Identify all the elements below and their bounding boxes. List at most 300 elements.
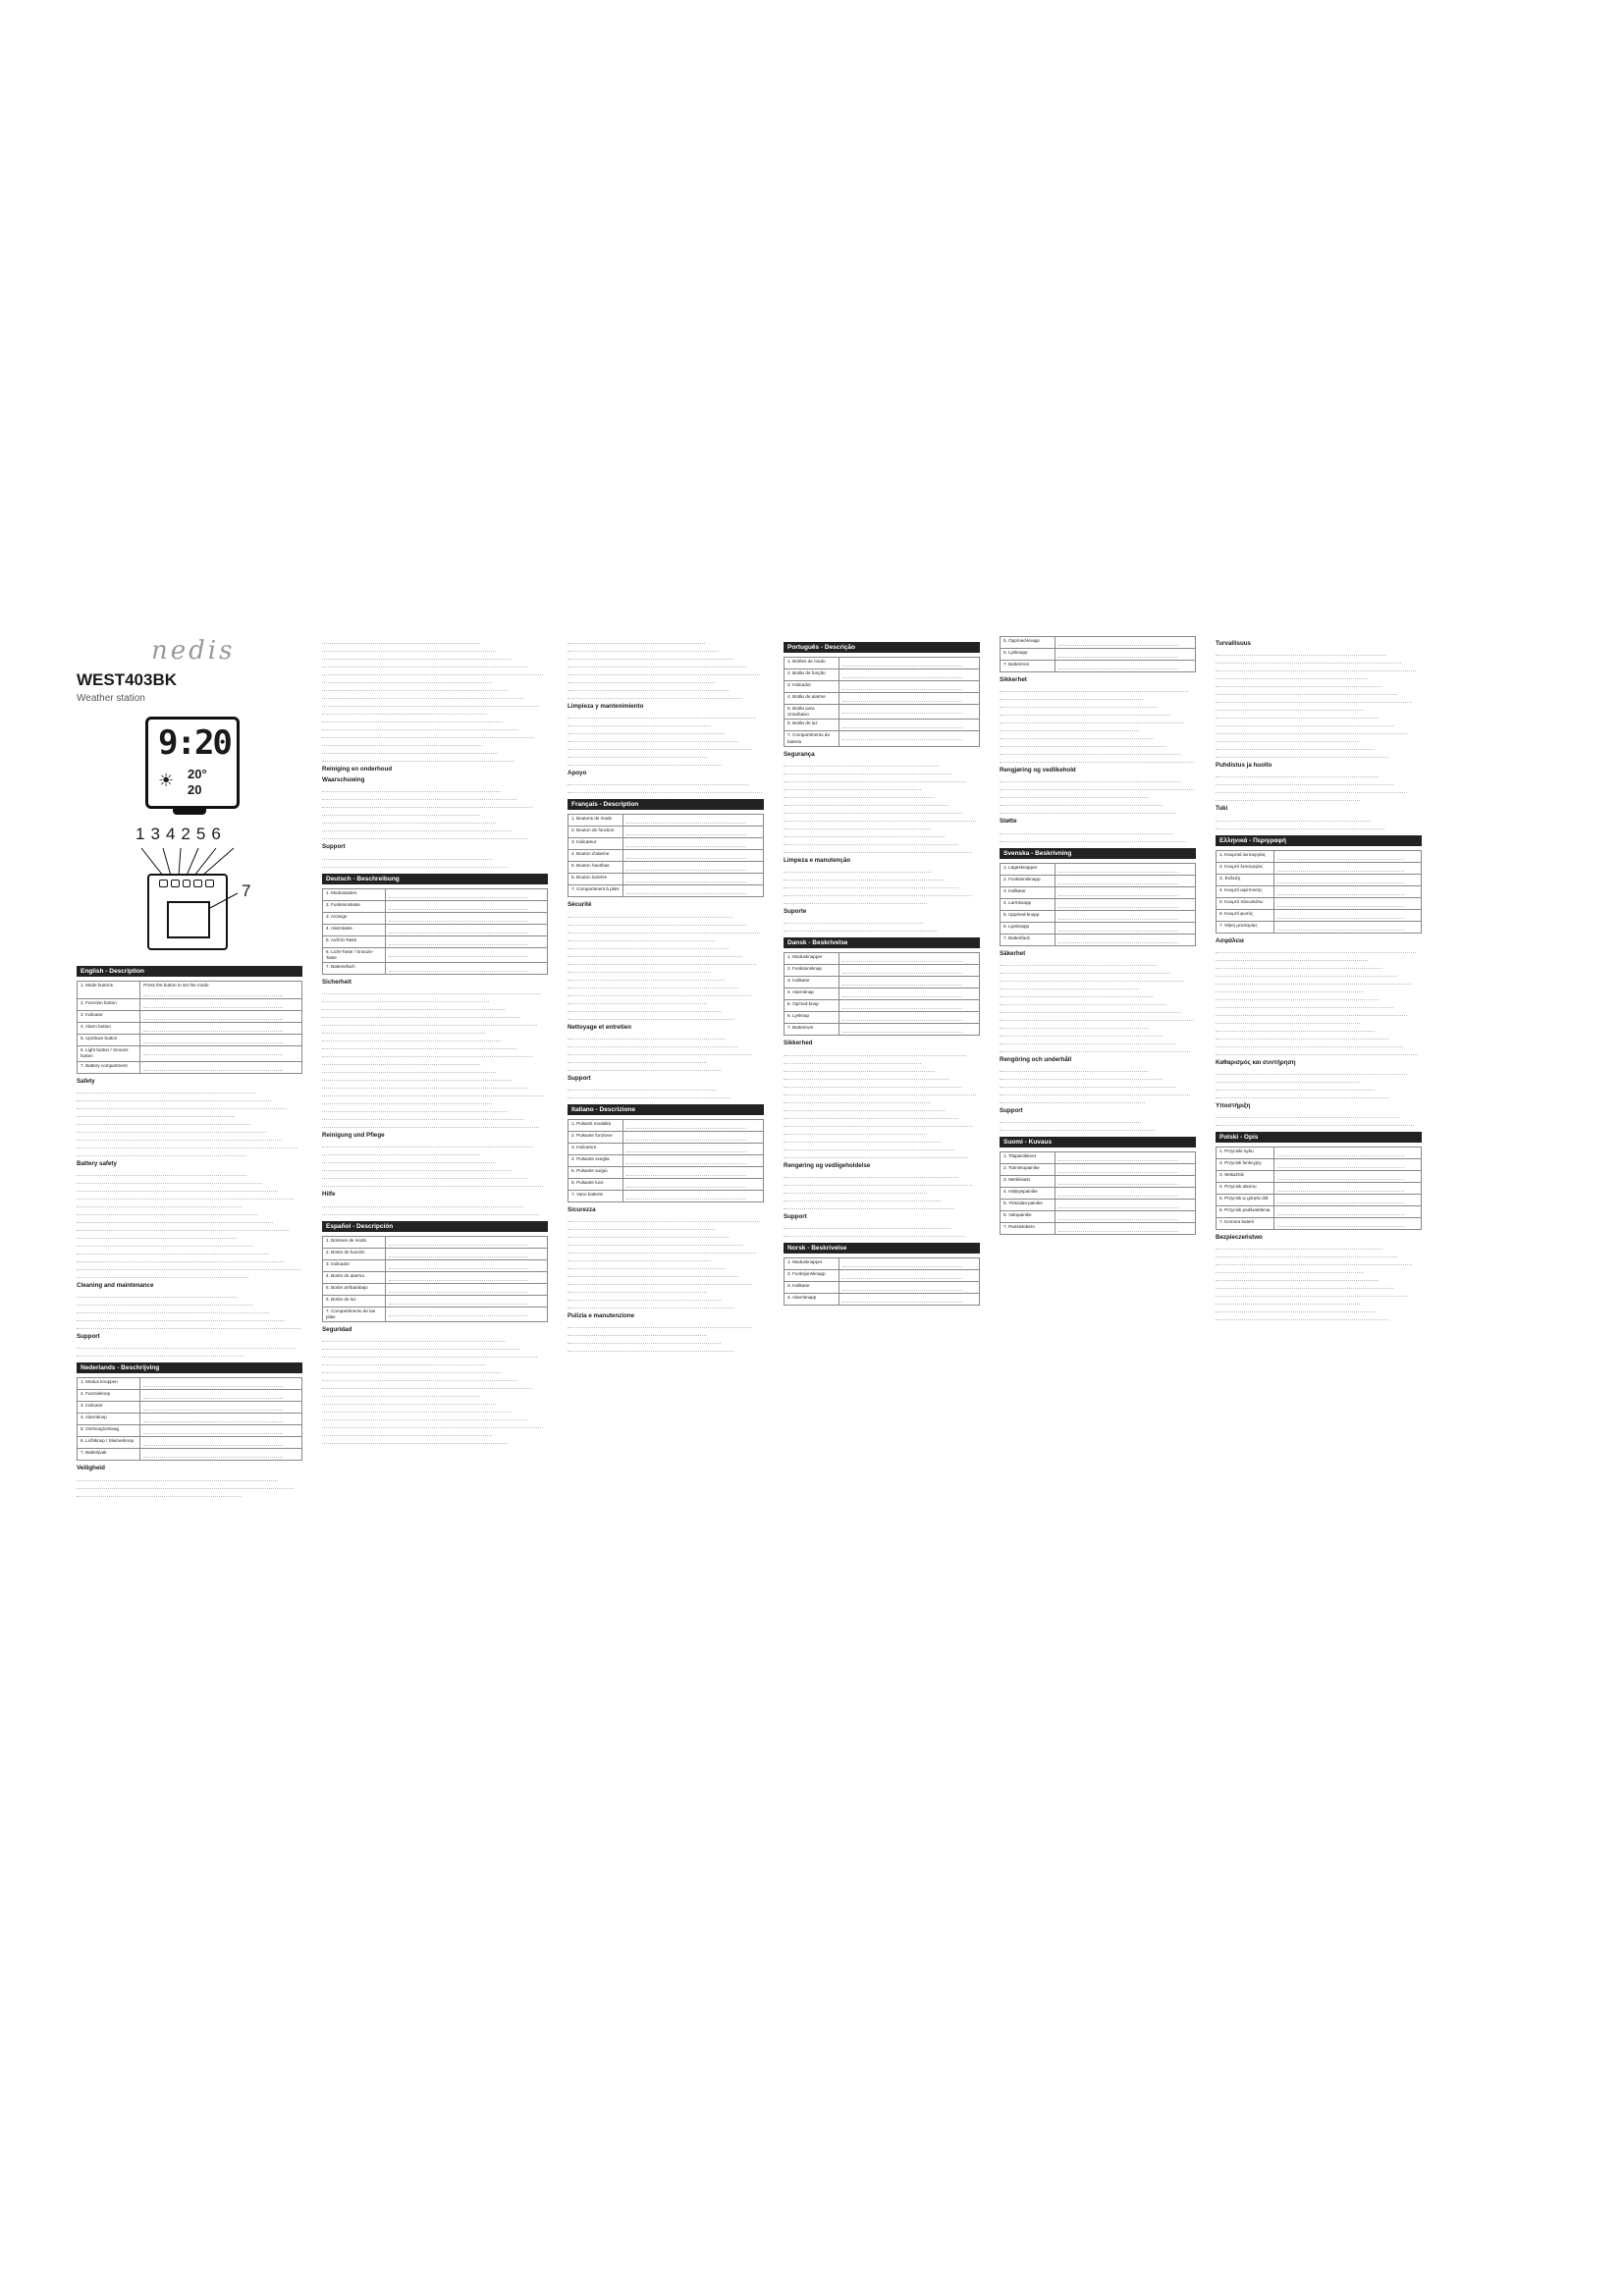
table-row xyxy=(1001,1164,1196,1176)
table-key: 2. Bouton de fonction xyxy=(568,827,623,838)
text-line xyxy=(568,1064,721,1071)
text-line xyxy=(784,897,927,904)
language-heading: Dansk - Beskrivelse xyxy=(784,937,980,948)
language-heading: Deutsch - Beschreibung xyxy=(322,874,548,884)
section-heading: Καθαρισμός και συντήρηση xyxy=(1216,1058,1296,1066)
text-line xyxy=(322,1148,480,1155)
text-line xyxy=(784,1230,964,1237)
table-value xyxy=(623,885,763,897)
text-line xyxy=(1216,1298,1360,1305)
text-line xyxy=(1216,1001,1393,1008)
table-key: 4. Alarmtaste xyxy=(323,924,386,935)
table-row xyxy=(785,658,980,669)
table-row xyxy=(78,1402,302,1414)
table-row xyxy=(323,1248,548,1259)
text-line xyxy=(1216,993,1379,1000)
text-line xyxy=(1000,709,1170,716)
text-line xyxy=(1000,1124,1155,1131)
table-row xyxy=(785,977,980,988)
device-temp xyxy=(188,767,207,781)
text-line xyxy=(568,966,711,973)
text-line xyxy=(1000,1073,1163,1080)
text-line xyxy=(322,1042,516,1049)
table-key: 7. Batterifack xyxy=(1001,934,1056,945)
spec-table xyxy=(322,888,548,975)
table-row xyxy=(78,1046,302,1061)
text-line xyxy=(784,1171,958,1178)
table-key: 3. Indicator xyxy=(78,1402,140,1414)
text-line xyxy=(77,1110,235,1117)
text-line xyxy=(322,1421,543,1428)
text-line xyxy=(322,1406,512,1413)
text-line xyxy=(568,684,729,691)
section-heading: Suporte xyxy=(784,908,807,916)
spec-table xyxy=(1000,1151,1196,1235)
section-heading: Sikkerhed xyxy=(784,1040,813,1047)
table-row xyxy=(78,1390,302,1402)
table-row xyxy=(1217,1206,1422,1218)
callout-7: 7 xyxy=(242,881,251,900)
table-key: 1. Pulsanti modalità xyxy=(568,1120,623,1132)
table-row xyxy=(1217,850,1422,862)
text-line xyxy=(568,1223,715,1230)
table-key: 3. Indicateur xyxy=(568,838,623,850)
text-line xyxy=(784,1120,972,1127)
table-value xyxy=(386,1236,548,1248)
text-line xyxy=(322,716,503,722)
table-key: 2. Funktionsknap xyxy=(785,965,839,977)
table-value xyxy=(839,965,979,977)
table-row xyxy=(323,900,548,912)
table-value xyxy=(1273,850,1421,862)
text-line xyxy=(784,1073,948,1080)
table-value xyxy=(839,953,979,965)
table-value xyxy=(140,999,302,1011)
text-line xyxy=(568,1231,729,1238)
text-line xyxy=(1000,701,1157,708)
text-line xyxy=(1000,783,1194,790)
text-line xyxy=(1216,954,1368,961)
table-key: 5. Omhoog/omlaag xyxy=(78,1425,140,1437)
text-line xyxy=(77,1134,282,1141)
table-value xyxy=(140,1425,302,1437)
text-line xyxy=(784,815,976,822)
table-key: 5. Botão para cima/baixo xyxy=(785,705,839,720)
table-value xyxy=(1055,1188,1195,1200)
text-line xyxy=(568,1321,752,1328)
text-line xyxy=(77,1208,257,1215)
text-line xyxy=(77,1263,300,1270)
text-line xyxy=(784,889,972,896)
text-line xyxy=(1000,685,1188,692)
table-row xyxy=(78,1425,302,1437)
text-line xyxy=(322,1121,539,1128)
text-line xyxy=(784,1151,968,1158)
table-key: 2. Toimintopainike xyxy=(1001,1164,1056,1176)
text-line xyxy=(1000,959,1157,966)
spec-table xyxy=(1216,850,1422,934)
language-heading: Français - Description xyxy=(568,799,764,810)
text-line xyxy=(322,1050,532,1057)
section-heading: Reiniging en onderhoud xyxy=(322,766,393,773)
table-value xyxy=(1273,1195,1421,1206)
table-row xyxy=(323,1236,548,1248)
table-key: 3. Indicatore xyxy=(568,1144,623,1155)
table-key: 4. Bouton d'alarme xyxy=(568,850,623,862)
table-row xyxy=(1001,1223,1196,1235)
weather-sun-icon: ☀ xyxy=(158,771,175,790)
text-line xyxy=(322,1105,508,1112)
text-line xyxy=(784,917,923,924)
text-line xyxy=(1216,1243,1382,1250)
table-row xyxy=(568,1155,764,1167)
table-row xyxy=(785,705,980,720)
column-2 xyxy=(322,636,548,1445)
table-value xyxy=(623,874,763,885)
spec-table xyxy=(1000,636,1196,672)
text-line xyxy=(568,727,725,734)
table-key: 3. Indicador xyxy=(323,1259,386,1271)
section-heading: Support xyxy=(784,1212,807,1220)
table-key: 4. Przycisk alarmu xyxy=(1217,1183,1274,1195)
text-line xyxy=(322,1011,520,1018)
callout-3: 3 xyxy=(150,825,166,843)
text-line xyxy=(77,1201,242,1207)
table-key: 7. Compartimento da bateria xyxy=(785,731,839,746)
table-row xyxy=(323,963,548,975)
table-value xyxy=(1055,1164,1195,1176)
table-value xyxy=(839,1000,979,1012)
text-line xyxy=(1216,704,1364,711)
text-line xyxy=(568,1247,756,1254)
table-key: 5. Upp/ned-knapp xyxy=(1001,910,1056,922)
section-heading: Støtte xyxy=(1000,818,1017,826)
text-line xyxy=(322,1172,527,1179)
table-row xyxy=(323,1283,548,1295)
text-line xyxy=(568,1345,734,1352)
table-row xyxy=(1001,1211,1196,1223)
language-heading: Ελληνικά - Περιγραφή xyxy=(1216,835,1422,846)
table-key: 7. Θήκη μπαταρίας xyxy=(1217,921,1274,933)
text-line xyxy=(322,1164,512,1171)
table-key: 2. Funktionsknapp xyxy=(1001,875,1056,886)
text-line xyxy=(322,853,492,860)
table-key: 6. Lysknapp xyxy=(1001,649,1056,661)
text-line xyxy=(1000,791,1149,798)
table-row xyxy=(785,681,980,693)
table-row xyxy=(568,850,764,862)
product-subtitle: Weather station xyxy=(77,693,145,704)
table-key: 3. Wskaźnik xyxy=(1217,1171,1274,1183)
text-line xyxy=(1216,720,1393,726)
section-heading: Sicurezza xyxy=(568,1206,596,1214)
section-heading: Turvallisuus xyxy=(1216,640,1251,647)
table-row xyxy=(568,1132,764,1144)
text-line xyxy=(568,1033,725,1040)
callout-diagram xyxy=(130,825,287,962)
table-value xyxy=(623,1132,763,1144)
text-line xyxy=(568,1239,742,1246)
table-key: 1. Lägesknappar xyxy=(1001,863,1056,875)
text-line xyxy=(784,830,945,837)
text-line xyxy=(568,1215,760,1222)
callout-1: 1 xyxy=(135,825,151,843)
text-line xyxy=(322,801,532,808)
text-line xyxy=(784,1096,931,1103)
section-heading: Apoyo xyxy=(568,770,587,777)
text-line xyxy=(1216,680,1382,687)
text-line xyxy=(322,1366,501,1373)
table-key: 1. Boutons de mode xyxy=(568,815,623,827)
table-row xyxy=(1001,1200,1196,1211)
table-row xyxy=(1001,875,1196,886)
table-row xyxy=(568,827,764,838)
text-line xyxy=(1216,786,1407,793)
text-line xyxy=(322,731,534,738)
table-key: 7. Batterirom xyxy=(1001,661,1056,672)
table-row xyxy=(1001,1188,1196,1200)
language-heading: Português - Descrição xyxy=(784,642,980,653)
section-heading: Battery safety xyxy=(77,1159,117,1167)
table-row xyxy=(1217,1218,1422,1230)
text-line xyxy=(322,1097,492,1104)
section-heading: Support xyxy=(1000,1107,1023,1115)
text-line xyxy=(568,712,756,719)
table-row xyxy=(568,838,764,850)
table-key: 2. Κουμπί λειτουργίας xyxy=(1217,862,1274,874)
text-line xyxy=(568,982,738,988)
table-key: 7. Paristolokero xyxy=(1001,1223,1056,1235)
text-line xyxy=(77,1482,294,1489)
text-line xyxy=(784,823,931,829)
section-heading: Segurança xyxy=(784,750,815,758)
text-line xyxy=(568,1270,738,1277)
table-value xyxy=(1273,1206,1421,1218)
table-value xyxy=(386,912,548,924)
text-line xyxy=(568,1013,734,1020)
text-line xyxy=(1216,657,1401,664)
text-line xyxy=(568,927,760,934)
text-line xyxy=(1216,1009,1407,1016)
text-line xyxy=(1000,740,1166,747)
text-line xyxy=(784,1065,935,1072)
table-value xyxy=(1055,863,1195,875)
text-line xyxy=(322,676,492,683)
column-3 xyxy=(568,636,764,1353)
text-line xyxy=(322,653,512,660)
table-key: 6. Valopainike xyxy=(1001,1211,1056,1223)
table-row xyxy=(1217,1148,1422,1159)
text-line xyxy=(1216,771,1379,777)
table-row xyxy=(78,999,302,1011)
text-line xyxy=(322,1156,496,1163)
table-value xyxy=(386,1271,548,1283)
text-line xyxy=(1216,1274,1379,1281)
table-key: 5. Op/ned-knap xyxy=(785,1000,839,1012)
text-line xyxy=(568,974,725,981)
table-key: 1. Botones de modo xyxy=(323,1236,386,1248)
table-row xyxy=(785,953,980,965)
spec-table xyxy=(1216,1147,1422,1230)
text-line xyxy=(1216,1041,1403,1047)
text-line xyxy=(568,735,738,742)
table-row xyxy=(1001,649,1196,661)
text-line xyxy=(784,1128,927,1135)
table-key: 1. Modusknapper xyxy=(785,953,839,965)
text-line xyxy=(568,1294,721,1301)
text-line xyxy=(1000,1014,1194,1021)
table-value xyxy=(140,1437,302,1449)
table-value xyxy=(623,850,763,862)
table-value xyxy=(1273,1171,1421,1183)
spec-table xyxy=(784,952,980,1036)
text-line xyxy=(1000,724,1139,731)
text-line xyxy=(1216,1266,1364,1273)
table-row xyxy=(1217,1159,1422,1171)
text-line xyxy=(77,1185,278,1192)
table-value xyxy=(1273,897,1421,909)
device-back-panel xyxy=(147,874,228,950)
text-line xyxy=(1000,1038,1176,1044)
text-line xyxy=(322,1343,520,1350)
table-row xyxy=(785,731,980,746)
text-line xyxy=(784,846,972,853)
text-line xyxy=(1216,1025,1375,1032)
text-line xyxy=(784,1195,941,1201)
text-line xyxy=(1000,983,1139,989)
table-value xyxy=(839,977,979,988)
table-value xyxy=(839,681,979,693)
table-key: 1. Κουμπιά λειτουργίας xyxy=(1217,850,1274,862)
text-line xyxy=(322,1058,480,1065)
table-key: 4. Κουμπί αφύπνισης xyxy=(1217,885,1274,897)
text-line xyxy=(568,950,742,957)
table-row xyxy=(1001,637,1196,649)
text-line xyxy=(322,755,514,762)
text-line xyxy=(1216,1290,1407,1297)
text-line xyxy=(1000,975,1184,982)
text-line xyxy=(1216,696,1412,703)
text-line xyxy=(784,799,948,806)
section-heading: Cleaning and maintenance xyxy=(77,1282,154,1290)
spec-table xyxy=(1000,863,1196,946)
table-row xyxy=(785,1012,980,1024)
text-line xyxy=(568,692,742,699)
text-line xyxy=(77,1350,244,1357)
table-value xyxy=(140,1035,302,1046)
spec-table xyxy=(784,1257,980,1306)
table-key: 7. Vano batterie xyxy=(568,1191,623,1202)
text-line xyxy=(1216,735,1360,742)
text-line xyxy=(322,645,496,652)
section-heading: Sikkerhet xyxy=(1000,676,1027,683)
table-value xyxy=(839,1294,979,1306)
table-value xyxy=(1055,1152,1195,1164)
spec-table xyxy=(784,657,980,747)
text-line xyxy=(568,1005,721,1012)
text-line xyxy=(322,684,508,691)
table-key: 6. Ljusknapp xyxy=(1001,922,1056,934)
table-row xyxy=(1217,897,1422,909)
table-key: 7. Komora baterii xyxy=(1217,1218,1274,1230)
table-row xyxy=(78,1378,302,1390)
section-heading: Support xyxy=(568,1074,591,1082)
table-value xyxy=(140,1449,302,1461)
table-key: 6. Licht-Taste / Snooze-Taste xyxy=(323,947,386,962)
text-line xyxy=(568,1255,711,1261)
text-line xyxy=(568,942,729,949)
table-key: 1. Botões de modo xyxy=(785,658,839,669)
table-row xyxy=(323,947,548,962)
text-line xyxy=(784,1057,921,1064)
text-line xyxy=(322,1003,505,1010)
table-value xyxy=(1273,862,1421,874)
section-heading: Safety xyxy=(77,1077,95,1085)
text-line xyxy=(77,1322,300,1329)
text-line xyxy=(568,653,732,660)
section-heading: Pulizia e manutenzione xyxy=(568,1312,635,1320)
table-row xyxy=(1217,909,1422,921)
table-key: 1. Modus knoppen xyxy=(78,1378,140,1390)
column-1 xyxy=(77,960,302,1498)
text-line xyxy=(77,1255,285,1262)
language-heading: Svenska - Beskrivning xyxy=(1000,848,1196,859)
text-line xyxy=(784,1049,966,1056)
text-line xyxy=(322,1027,485,1034)
text-line xyxy=(568,1337,721,1344)
text-line xyxy=(322,1429,492,1436)
table-value xyxy=(386,900,548,912)
text-line xyxy=(77,1314,285,1321)
text-line xyxy=(784,866,931,873)
text-line xyxy=(1216,970,1397,977)
table-value xyxy=(1055,1176,1195,1188)
table-row xyxy=(323,1307,548,1321)
text-line xyxy=(1216,978,1412,985)
table-key: 1. Mode buttons xyxy=(78,982,140,999)
text-line xyxy=(322,861,508,868)
text-line xyxy=(322,832,527,839)
table-value xyxy=(623,815,763,827)
table-key: 4. Larmknapp xyxy=(1001,898,1056,910)
text-line xyxy=(77,1102,287,1109)
text-line xyxy=(322,785,501,792)
text-line xyxy=(568,778,748,785)
table-key: 2. Przycisk funkcyjny xyxy=(1217,1159,1274,1171)
text-line xyxy=(1000,1089,1190,1095)
table-value xyxy=(839,1270,979,1282)
text-line xyxy=(77,1291,237,1298)
language-heading: Norsk - Beskrivelse xyxy=(784,1243,980,1254)
table-row xyxy=(568,874,764,885)
section-heading: Waarschuwing xyxy=(322,776,365,784)
table-key: 7. Compartimento de las pilas xyxy=(323,1307,386,1321)
table-value xyxy=(839,731,979,746)
table-row xyxy=(1001,886,1196,898)
table-value xyxy=(623,838,763,850)
text-line xyxy=(77,1169,246,1176)
text-line xyxy=(322,1074,512,1081)
callout-4: 4 xyxy=(165,825,182,843)
table-key: 3. Merkkivalo xyxy=(1001,1176,1056,1188)
table-value xyxy=(386,1283,548,1295)
table-key: 7. Compartiment à piles xyxy=(568,885,623,897)
section-heading: Säkerhet xyxy=(1000,949,1026,957)
table-row xyxy=(785,1294,980,1306)
table-row xyxy=(785,669,980,681)
text-line xyxy=(322,661,527,667)
text-line xyxy=(77,1299,252,1306)
